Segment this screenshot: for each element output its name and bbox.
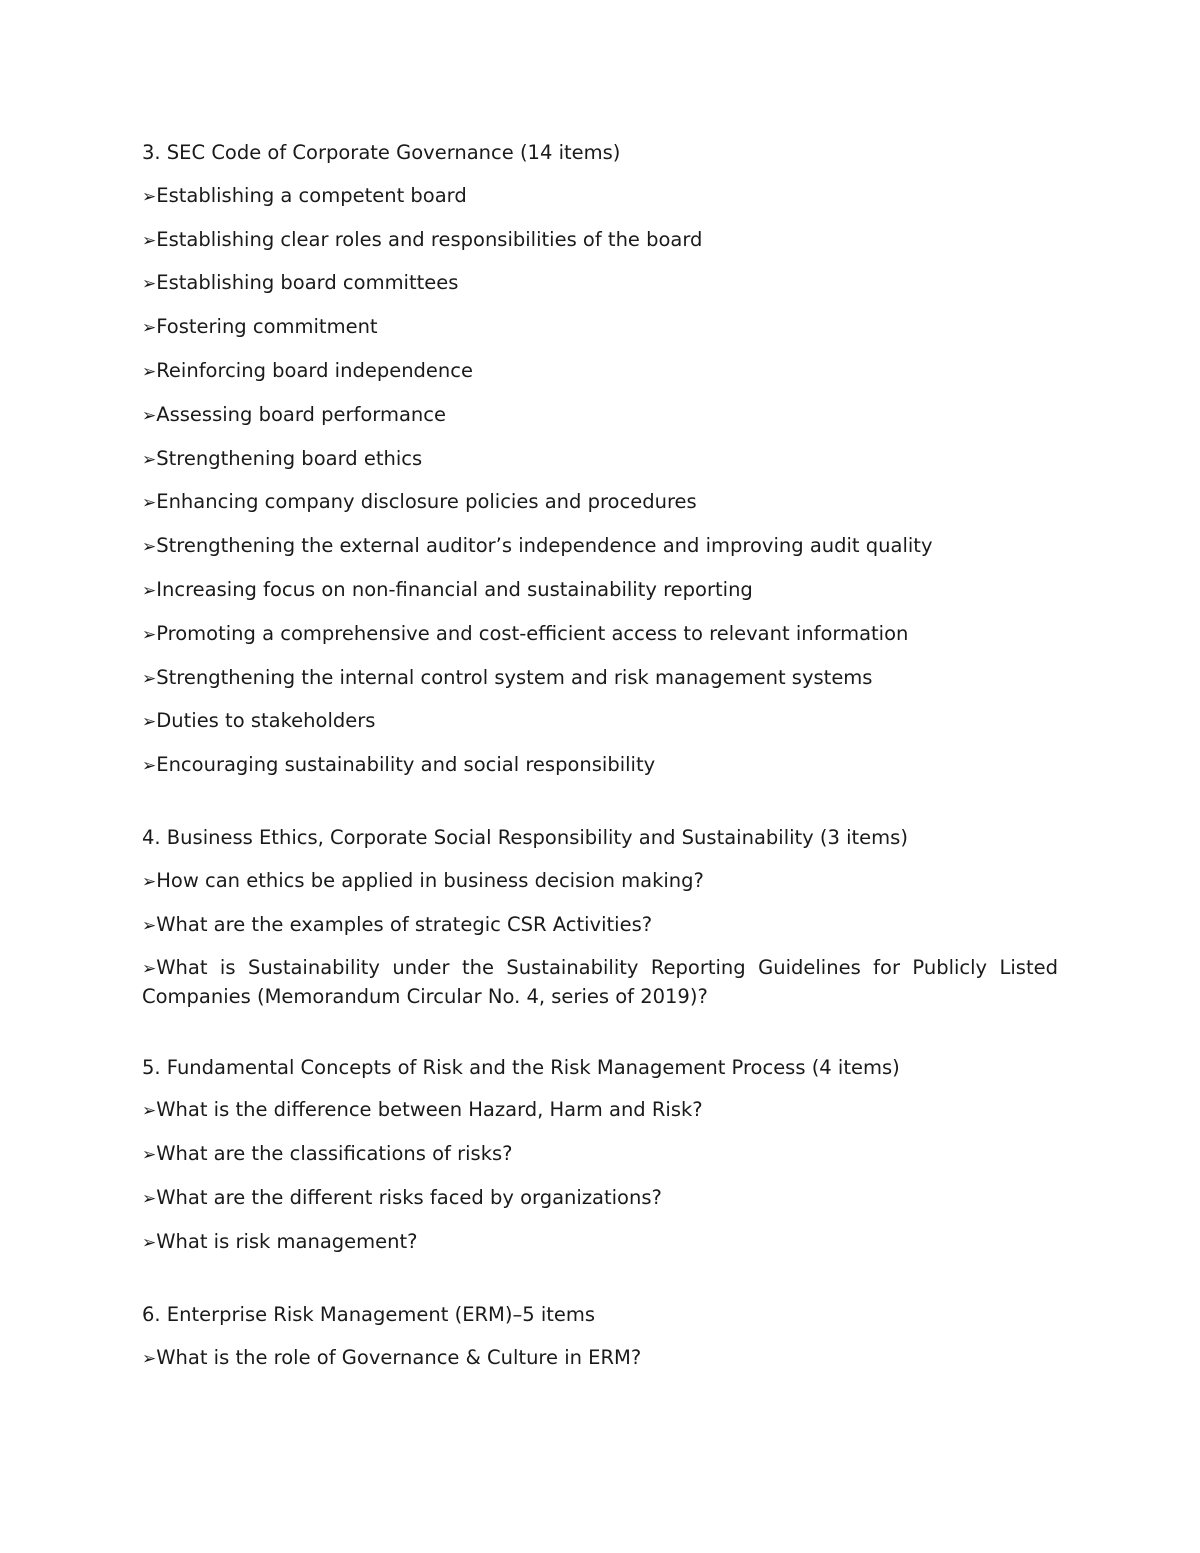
list-item bbox=[142, 531, 1058, 562]
arrowhead-bullet-icon: ➢ bbox=[142, 1145, 157, 1166]
arrowhead-bullet-icon: ➢ bbox=[142, 1348, 157, 1369]
list-item-text: What is risk management? bbox=[156, 1229, 418, 1253]
list-item-text: What is the difference between Hazard, Harm and Risk? bbox=[156, 1098, 703, 1122]
list-item-text: Duties to stakeholders bbox=[156, 709, 376, 733]
list-item-text: Enhancing company disclosure policies and procedures bbox=[156, 490, 697, 514]
arrowhead-bullet-icon: ➢ bbox=[142, 580, 157, 601]
list-item bbox=[142, 663, 1058, 694]
arrowhead-bullet-icon: ➢ bbox=[142, 624, 157, 645]
list-item-text: Establishing a competent board bbox=[156, 183, 467, 207]
list-item-text: Reinforcing board independence bbox=[156, 358, 474, 382]
list-item bbox=[142, 1343, 1058, 1374]
list-item bbox=[142, 910, 1058, 941]
list-item bbox=[142, 1095, 1058, 1126]
list-item bbox=[142, 312, 1058, 343]
document-page bbox=[142, 138, 1058, 1386]
arrowhead-bullet-icon: ➢ bbox=[142, 756, 157, 777]
list-item bbox=[142, 444, 1058, 475]
list-item bbox=[142, 750, 1058, 781]
arrowhead-bullet-icon: ➢ bbox=[142, 449, 157, 470]
section-heading: 6. Enterprise Risk Management (ERM)–5 items bbox=[142, 1302, 596, 1326]
list-item bbox=[142, 954, 1058, 1011]
list-item-text: Fostering commitment bbox=[156, 315, 378, 339]
arrowhead-bullet-icon: ➢ bbox=[142, 915, 157, 936]
list-item bbox=[142, 866, 1058, 897]
list-item-text: What is the role of Governance & Culture in ERM? bbox=[156, 1345, 642, 1369]
section-heading: 5. Fundamental Concepts of Risk and the Risk Management Process (4 items) bbox=[142, 1055, 900, 1079]
arrowhead-bullet-icon: ➢ bbox=[142, 871, 157, 892]
arrowhead-bullet-icon: ➢ bbox=[142, 1188, 157, 1209]
list-item-text: What are the different risks faced by organizations? bbox=[156, 1185, 662, 1209]
list-item bbox=[142, 487, 1058, 518]
arrowhead-bullet-icon: ➢ bbox=[142, 318, 157, 339]
arrowhead-bullet-icon: ➢ bbox=[142, 493, 157, 514]
arrowhead-bullet-icon: ➢ bbox=[142, 712, 157, 733]
arrowhead-bullet-icon: ➢ bbox=[142, 274, 157, 295]
arrowhead-bullet-icon: ➢ bbox=[142, 958, 157, 979]
arrowhead-bullet-icon: ➢ bbox=[142, 1232, 157, 1253]
list-item bbox=[142, 706, 1058, 737]
arrowhead-bullet-icon: ➢ bbox=[142, 361, 157, 382]
list-item bbox=[142, 1139, 1058, 1170]
arrowhead-bullet-icon: ➢ bbox=[142, 405, 157, 426]
list-item-text: How can ethics be applied in business decision making? bbox=[156, 868, 704, 892]
list-item-text: What is Sustainability under the Sustainability Reporting Guidelines for Publicly Listed Companies (Memorandum Circular No. 4, series of 2019)? bbox=[142, 955, 1058, 1008]
arrowhead-bullet-icon: ➢ bbox=[142, 186, 157, 207]
arrowhead-bullet-icon: ➢ bbox=[142, 537, 157, 558]
list-item-text: Establishing clear roles and responsibilities of the board bbox=[156, 227, 703, 251]
list-item bbox=[142, 575, 1058, 606]
arrowhead-bullet-icon: ➢ bbox=[142, 668, 157, 689]
section-business-ethics bbox=[142, 823, 1058, 1010]
list-item-text: Establishing board committees bbox=[156, 271, 459, 295]
section-risk-concepts bbox=[142, 1053, 1058, 1258]
list-item bbox=[142, 1227, 1058, 1258]
list-item bbox=[142, 1183, 1058, 1214]
list-item bbox=[142, 356, 1058, 387]
list-item bbox=[142, 181, 1058, 212]
section-heading: 4. Business Ethics, Corporate Social Responsibility and Sustainability (3 items) bbox=[142, 826, 908, 850]
list-item-text: Strengthening board ethics bbox=[156, 446, 423, 470]
list-item bbox=[142, 400, 1058, 431]
arrowhead-bullet-icon: ➢ bbox=[142, 230, 157, 251]
list-item-text: Strengthening the internal control system and risk management systems bbox=[156, 665, 873, 689]
list-item bbox=[142, 268, 1058, 299]
list-item-text: What are the classifications of risks? bbox=[156, 1142, 513, 1166]
list-item-text: Encouraging sustainability and social responsibility bbox=[156, 753, 656, 777]
list-item-text: Strengthening the external auditor’s independence and improving audit quality bbox=[156, 534, 933, 558]
section-heading: 3. SEC Code of Corporate Governance (14 items) bbox=[142, 141, 621, 164]
list-item-text: Promoting a comprehensive and cost-efficient access to relevant information bbox=[156, 621, 909, 645]
arrowhead-bullet-icon: ➢ bbox=[142, 1101, 157, 1122]
section-erm bbox=[142, 1300, 1058, 1374]
section-sec-code bbox=[142, 138, 1058, 781]
list-item-text: Increasing focus on non-financial and sustainability reporting bbox=[156, 577, 753, 601]
list-item bbox=[142, 225, 1058, 256]
list-item-text: Assessing board performance bbox=[156, 402, 446, 426]
list-item bbox=[142, 619, 1058, 650]
list-item-text: What are the examples of strategic CSR Activities? bbox=[156, 912, 653, 936]
